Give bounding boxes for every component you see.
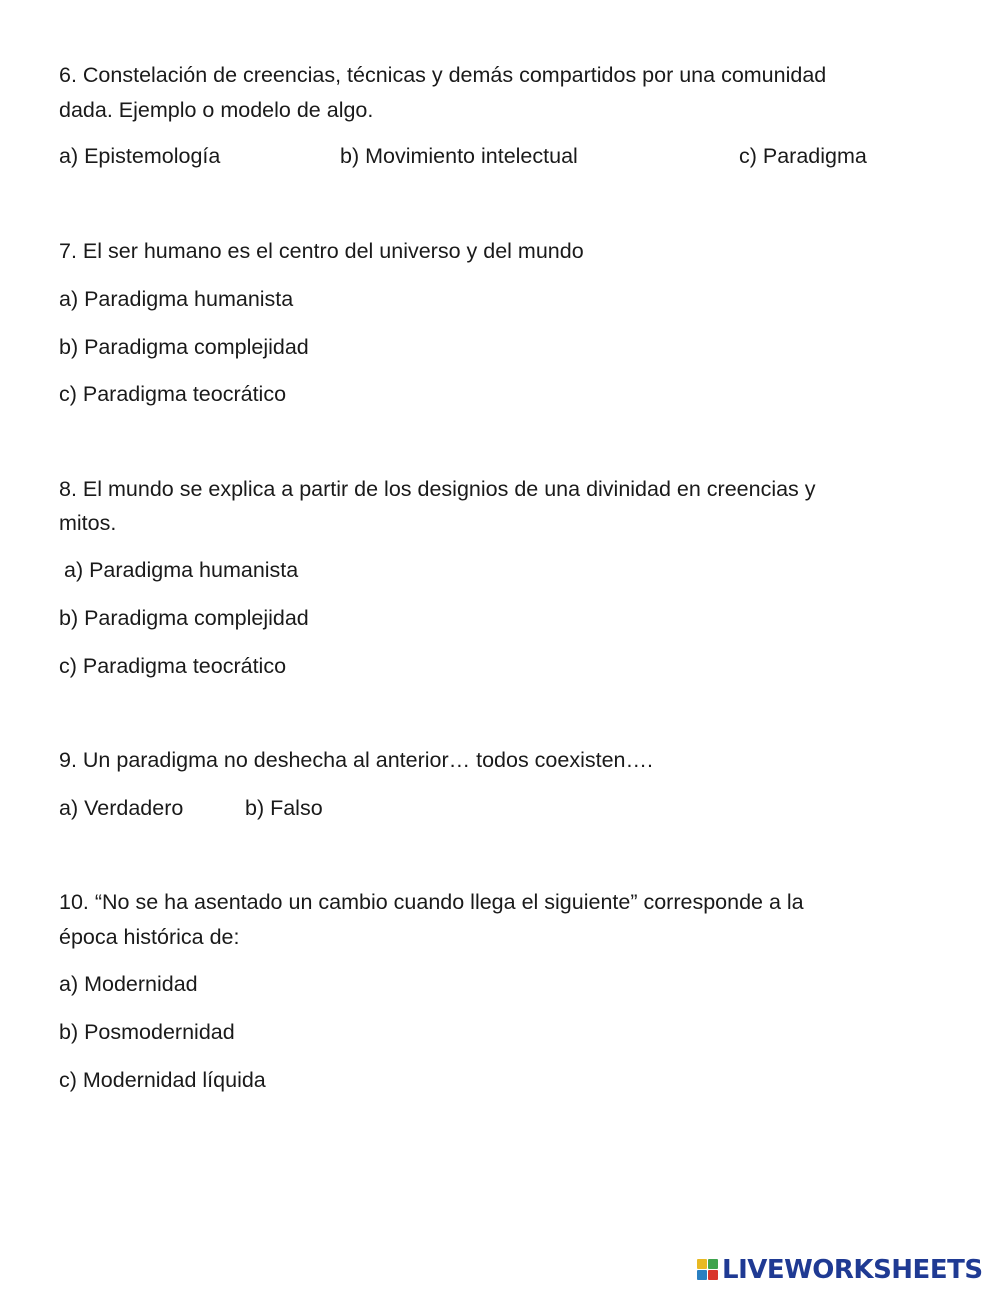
question-6-option-b[interactable]: b) Movimiento intelectual bbox=[340, 144, 578, 168]
question-7-option-c[interactable]: c) Paradigma teocrático bbox=[59, 382, 287, 406]
question-10-option-c[interactable]: c) Modernidad líquida bbox=[59, 1068, 266, 1092]
question-6-text-cont: dada. Ejemplo o modelo de algo. bbox=[59, 98, 374, 122]
liveworksheets-logo-icon bbox=[697, 1259, 719, 1281]
question-10-text: 10. “No se ha asentado un cambio cuando llega el siguiente” corresponde a la bbox=[59, 890, 804, 914]
question-7-text: 7. El ser humano es el centro del universo y del mundo bbox=[59, 239, 584, 263]
liveworksheets-brand[interactable] bbox=[697, 1255, 983, 1285]
question-9-option-b[interactable]: b) Falso bbox=[245, 796, 323, 820]
brand-wordmark: LIVEWORKSHEETS bbox=[722, 1255, 983, 1285]
question-8-text: 8. El mundo se explica a partir de los designios de una divinidad en creencias y bbox=[59, 477, 816, 501]
question-8-option-c[interactable]: c) Paradigma teocrático bbox=[59, 654, 287, 678]
question-10-text-cont: época histórica de: bbox=[59, 925, 240, 949]
question-10-option-b[interactable]: b) Posmodernidad bbox=[59, 1020, 235, 1044]
question-8-text-cont: mitos. bbox=[59, 511, 117, 535]
question-6-option-a[interactable]: a) Epistemología bbox=[59, 144, 221, 168]
question-6-option-c[interactable]: c) Paradigma bbox=[739, 144, 867, 168]
question-6-text: 6. Constelación de creencias, técnicas y demás compartidos por una comunidad bbox=[59, 63, 827, 87]
question-9-text: 9. Un paradigma no deshecha al anterior… todos coexisten…. bbox=[59, 748, 653, 772]
question-7-option-b[interactable]: b) Paradigma complejidad bbox=[59, 335, 309, 359]
question-7-option-a[interactable]: a) Paradigma humanista bbox=[59, 287, 294, 311]
question-8-option-b[interactable]: b) Paradigma complejidad bbox=[59, 606, 309, 630]
question-10-option-a[interactable]: a) Modernidad bbox=[59, 972, 198, 996]
question-8-option-a[interactable]: a) Paradigma humanista bbox=[64, 558, 299, 582]
question-9-option-a[interactable]: a) Verdadero bbox=[59, 796, 184, 820]
